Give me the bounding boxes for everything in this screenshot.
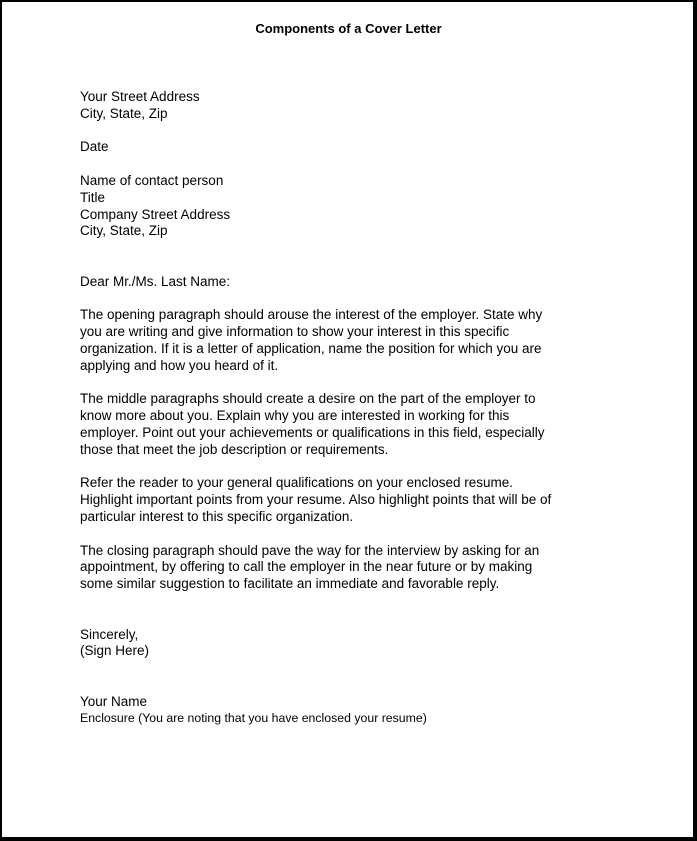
recipient-title: Title — [80, 189, 106, 205]
paragraph-opening — [80, 307, 640, 374]
paragraph-middle — [80, 391, 640, 458]
paragraph-line: some similar suggestion to facilitate an immediate and favorable reply. — [80, 576, 500, 592]
page-frame-bottom-edge — [0, 837, 697, 841]
closing-block — [80, 627, 640, 661]
sender-street: Your Street Address — [80, 89, 200, 104]
letter-date: Date — [80, 139, 109, 155]
recipient-street: Company Street Address — [80, 206, 231, 222]
paragraph-line: The closing paragraph should pave the way for the interview by asking for an — [80, 542, 540, 558]
document-title: Components of a Cover Letter — [255, 21, 442, 36]
signoff-block — [80, 694, 640, 728]
valediction: Sincerely, — [80, 626, 139, 642]
paragraph-closing — [80, 543, 640, 593]
paragraph-line: The opening paragraph should arouse the interest of the employer. State why — [80, 307, 543, 323]
signature-placeholder: (Sign Here) — [80, 643, 150, 659]
salutation-block — [80, 274, 640, 291]
enclosure-note: Enclosure (You are noting that you have enclosed your resume) — [80, 711, 427, 726]
letter-body — [80, 89, 640, 727]
paragraph-line: applying and how you heard of it. — [80, 357, 279, 373]
paragraph-line: The middle paragraphs should create a desire on the part of the employer to — [80, 391, 536, 407]
paragraph-line: Refer the reader to your general qualifications on your enclosed resume. — [80, 475, 513, 491]
paragraph-qualifications — [80, 475, 640, 525]
paragraph-line: particular interest to this specific organization. — [80, 508, 354, 524]
paragraph-line: Highlight important points from your resume. Also highlight points that will be of — [80, 492, 552, 508]
paragraph-line: you are writing and give information to show your interest in this specific — [80, 324, 510, 340]
date-block — [80, 139, 640, 156]
paragraph-line: those that meet the job description or requirements. — [80, 441, 389, 457]
paragraph-line: appointment, by offering to call the employer in the near future or by making — [80, 559, 533, 575]
sender-name: Your Name — [80, 693, 148, 709]
recipient-city: City, State, Zip — [80, 223, 168, 239]
salutation: Dear Mr./Ms. Last Name: — [80, 273, 231, 289]
paragraph-line: know more about you. Explain why you are interested in working for this — [80, 408, 510, 424]
recipient-contact: Name of contact person — [80, 172, 224, 188]
sender-address — [80, 89, 640, 123]
recipient-address — [80, 173, 640, 240]
paragraph-line: employer. Point out your achievements or qualifications in this field, especially — [80, 424, 545, 440]
page-frame-right-edge — [693, 0, 697, 841]
paragraph-line: organization. If it is a letter of application, name the position for which you are — [80, 340, 542, 356]
sender-city: City, State, Zip — [80, 105, 168, 121]
